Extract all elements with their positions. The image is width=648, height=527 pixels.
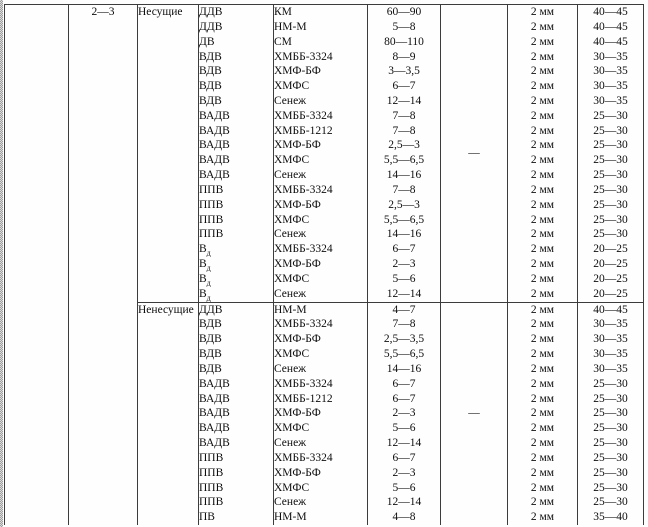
thickness-cell: 2 мм	[508, 227, 578, 242]
material-cell	[199, 198, 274, 213]
material-code: ВАДВ	[199, 437, 230, 450]
treatment-cell: ХМФ-БФ	[274, 257, 368, 272]
treatment-cell: ХМФ-БФ	[274, 64, 368, 79]
thickness-cell: 2 мм	[508, 49, 578, 64]
treatment-cell: ХМФ-БФ	[274, 332, 368, 347]
value-cell: 25—30	[578, 392, 644, 407]
range-cell: 14—16	[368, 168, 441, 183]
no-data-dash-cell: —	[441, 5, 508, 303]
material-code: ВДВ	[199, 65, 222, 78]
material-cell	[199, 495, 274, 510]
treatment-cell: ХМФС	[274, 79, 368, 94]
material-cell	[199, 213, 274, 228]
material-code: В	[199, 243, 207, 256]
material-code: В	[199, 272, 207, 285]
material-code: ВАДВ	[199, 154, 230, 167]
value-cell: 30—35	[578, 64, 644, 79]
no-data-dash-cell: —	[441, 302, 508, 525]
treatment-cell: ХМФ-БФ	[274, 466, 368, 481]
range-cell: 14—16	[368, 227, 441, 242]
range-cell: 7—8	[368, 317, 441, 332]
material-code: ВАДВ	[199, 422, 230, 435]
material-cell	[199, 257, 274, 272]
material-cell	[199, 183, 274, 198]
material-code: ВАДВ	[199, 109, 230, 122]
value-cell: 20—25	[578, 272, 644, 287]
value-cell: 40—45	[578, 302, 644, 317]
treatment-cell: ХМФ-БФ	[274, 406, 368, 421]
material-code: ВДВ	[199, 318, 222, 331]
material-cell	[199, 287, 274, 302]
treatment-cell: НМ-М	[274, 302, 368, 317]
material-cell	[199, 392, 274, 407]
value-cell: 25—30	[578, 138, 644, 153]
thickness-cell: 2 мм	[508, 35, 578, 50]
material-cell	[199, 317, 274, 332]
material-code: ВДВ	[199, 333, 222, 346]
value-cell: 40—45	[578, 5, 644, 20]
range-cell: 2,5—3	[368, 198, 441, 213]
thickness-cell: 2 мм	[508, 347, 578, 362]
range-cell: 6—7	[368, 377, 441, 392]
treatment-cell: ХМФ-БФ	[274, 138, 368, 153]
range-cell: 8—9	[368, 49, 441, 64]
thickness-cell: 2 мм	[508, 153, 578, 168]
material-cell	[199, 94, 274, 109]
treatment-cell: ХМББ-3324	[274, 183, 368, 198]
range-cell: 3—3,5	[368, 64, 441, 79]
range-cell: 12—14	[368, 495, 441, 510]
treatment-cell: ХМФС	[274, 153, 368, 168]
range-cell: 7—8	[368, 124, 441, 139]
value-cell: 25—30	[578, 481, 644, 496]
thickness-cell: 2 мм	[508, 332, 578, 347]
value-cell: 40—45	[578, 35, 644, 50]
thickness-cell: 2 мм	[508, 94, 578, 109]
value-cell: 20—25	[578, 242, 644, 257]
range-cell: 5,5—6,5	[368, 347, 441, 362]
material-code: ППВ	[199, 466, 224, 479]
material-cell	[199, 466, 274, 481]
material-cell	[199, 347, 274, 362]
value-cell: 25—30	[578, 436, 644, 451]
range-cell: 6—7	[368, 451, 441, 466]
material-cell	[199, 35, 274, 50]
material-cell	[199, 451, 274, 466]
material-cell	[199, 481, 274, 496]
thickness-cell: 2 мм	[508, 183, 578, 198]
group-label-cell: Несущие	[138, 5, 199, 303]
group-label-cell: Ненесущие	[138, 302, 199, 525]
material-code: ППВ	[199, 183, 224, 196]
thickness-cell: 2 мм	[508, 242, 578, 257]
treatment-cell: ХМФ-БФ	[274, 198, 368, 213]
material-cell	[199, 377, 274, 392]
material-cell	[199, 109, 274, 124]
thickness-cell: 2 мм	[508, 510, 578, 525]
treatment-cell: ХМББ-3324	[274, 109, 368, 124]
range-cell: 6—7	[368, 242, 441, 257]
thickness-cell: 2 мм	[508, 168, 578, 183]
thickness-cell: 2 мм	[508, 5, 578, 20]
material-code: В	[199, 287, 207, 300]
thickness-cell: 2 мм	[508, 317, 578, 332]
thickness-cell: 2 мм	[508, 481, 578, 496]
thickness-cell: 2 мм	[508, 257, 578, 272]
materials-treatment-table	[4, 4, 644, 525]
thickness-cell: 2 мм	[508, 198, 578, 213]
value-cell: 30—35	[578, 79, 644, 94]
range-cell: 2,5—3	[368, 138, 441, 153]
range-cell: 2,5—3,5	[368, 332, 441, 347]
margin-cell	[5, 5, 69, 525]
material-cell	[199, 302, 274, 317]
material-code: ВАДВ	[199, 139, 230, 152]
range-cell: 7—8	[368, 109, 441, 124]
thickness-cell: 2 мм	[508, 64, 578, 79]
treatment-cell: Сенеж	[274, 362, 368, 377]
treatment-cell: ХМББ-1212	[274, 124, 368, 139]
value-cell: 25—30	[578, 109, 644, 124]
thickness-cell: 2 мм	[508, 109, 578, 124]
treatment-cell: Сенеж	[274, 94, 368, 109]
thickness-cell: 2 мм	[508, 272, 578, 287]
treatment-cell: НМ-М	[274, 20, 368, 35]
treatment-cell: ХМББ-3324	[274, 49, 368, 64]
treatment-cell: ХМФС	[274, 213, 368, 228]
material-code: ВАДВ	[199, 392, 230, 405]
range-cell: 80—110	[368, 35, 441, 50]
value-cell: 25—30	[578, 466, 644, 481]
treatment-cell: ХМББ-3324	[274, 242, 368, 257]
range-cell: 14—16	[368, 362, 441, 377]
range-cell: 5—6	[368, 481, 441, 496]
treatment-cell: НМ-М	[274, 510, 368, 525]
material-code: ВАДВ	[199, 407, 230, 420]
treatment-cell: КМ	[274, 5, 368, 20]
treatment-cell: Сенеж	[274, 495, 368, 510]
material-cell	[199, 64, 274, 79]
thickness-cell: 2 мм	[508, 406, 578, 421]
range-cell: 6—7	[368, 392, 441, 407]
material-cell	[199, 168, 274, 183]
thickness-cell: 2 мм	[508, 451, 578, 466]
material-cell	[199, 138, 274, 153]
value-cell: 30—35	[578, 347, 644, 362]
thickness-cell: 2 мм	[508, 421, 578, 436]
value-cell: 25—30	[578, 168, 644, 183]
material-code-subscript: д	[206, 248, 211, 258]
range-cell: 4—8	[368, 510, 441, 525]
material-cell	[199, 332, 274, 347]
range-cell: 5—8	[368, 20, 441, 35]
value-cell: 35—40	[578, 510, 644, 525]
material-cell	[199, 227, 274, 242]
thickness-cell: 2 мм	[508, 495, 578, 510]
material-code: ДВ	[199, 35, 215, 48]
value-cell: 25—30	[578, 153, 644, 168]
material-code: ДДВ	[199, 20, 223, 33]
thickness-cell: 2 мм	[508, 362, 578, 377]
range-cell: 2—3	[368, 466, 441, 481]
material-code: ВАДВ	[199, 124, 230, 137]
treatment-cell: СМ	[274, 35, 368, 50]
treatment-cell: Сенеж	[274, 227, 368, 242]
material-code: ДДВ	[199, 6, 223, 19]
material-code-subscript: д	[206, 263, 211, 272]
value-cell: 30—35	[578, 332, 644, 347]
value-cell: 25—30	[578, 451, 644, 466]
material-code: В	[199, 258, 207, 271]
material-code: ВДВ	[199, 94, 222, 107]
material-code: ППВ	[199, 213, 224, 226]
material-code-subscript: д	[206, 278, 211, 287]
table-row	[5, 5, 644, 20]
material-cell	[199, 421, 274, 436]
material-code: ВДВ	[199, 50, 222, 63]
thickness-cell: 2 мм	[508, 302, 578, 317]
material-code: ППВ	[199, 481, 224, 494]
material-cell	[199, 436, 274, 451]
value-cell: 30—35	[578, 49, 644, 64]
treatment-cell: ХМББ-3324	[274, 377, 368, 392]
range-cell: 12—14	[368, 94, 441, 109]
thickness-cell: 2 мм	[508, 287, 578, 302]
value-cell: 25—30	[578, 406, 644, 421]
position-range-cell: 2—3	[69, 5, 138, 525]
treatment-cell: ХМББ-3324	[274, 317, 368, 332]
range-cell: 5,5—6,5	[368, 153, 441, 168]
material-code: ВДВ	[199, 80, 222, 93]
treatment-cell: ХМФС	[274, 421, 368, 436]
range-cell: 5—6	[368, 421, 441, 436]
value-cell: 20—25	[578, 257, 644, 272]
range-cell: 6—7	[368, 79, 441, 94]
treatment-cell: Сенеж	[274, 436, 368, 451]
treatment-cell: ХМФС	[274, 347, 368, 362]
treatment-cell: ХМББ-1212	[274, 392, 368, 407]
range-cell: 12—14	[368, 287, 441, 302]
material-code: ППВ	[199, 496, 224, 509]
material-code: ПВ	[199, 511, 215, 524]
thickness-cell: 2 мм	[508, 436, 578, 451]
material-cell	[199, 153, 274, 168]
value-cell: 25—30	[578, 377, 644, 392]
material-code: ДДВ	[199, 303, 223, 316]
value-cell: 40—45	[578, 20, 644, 35]
value-cell: 25—30	[578, 213, 644, 228]
treatment-cell: Сенеж	[274, 168, 368, 183]
value-cell: 25—30	[578, 421, 644, 436]
range-cell: 12—14	[368, 436, 441, 451]
value-cell: 25—30	[578, 124, 644, 139]
value-cell: 25—30	[578, 227, 644, 242]
value-cell: 30—35	[578, 94, 644, 109]
material-cell	[199, 20, 274, 35]
value-cell: 25—30	[578, 495, 644, 510]
treatment-cell: Сенеж	[274, 287, 368, 302]
treatment-cell: ХМФС	[274, 481, 368, 496]
value-cell: 25—30	[578, 198, 644, 213]
value-cell: 30—35	[578, 317, 644, 332]
value-cell: 20—25	[578, 287, 644, 302]
thickness-cell: 2 мм	[508, 466, 578, 481]
material-cell	[199, 510, 274, 525]
treatment-cell: ХМФС	[274, 272, 368, 287]
material-code: ВАДВ	[199, 169, 230, 182]
thickness-cell: 2 мм	[508, 377, 578, 392]
value-cell: 25—30	[578, 183, 644, 198]
thickness-cell: 2 мм	[508, 213, 578, 228]
material-cell	[199, 79, 274, 94]
material-cell	[199, 406, 274, 421]
material-cell	[199, 124, 274, 139]
material-cell	[199, 49, 274, 64]
range-cell: 2—3	[368, 406, 441, 421]
thickness-cell: 2 мм	[508, 138, 578, 153]
material-code-subscript: д	[206, 293, 211, 303]
material-code: ППВ	[199, 228, 224, 241]
treatment-cell: ХМББ-3324	[274, 451, 368, 466]
material-code: ППВ	[199, 451, 224, 464]
material-code: ВАДВ	[199, 377, 230, 390]
material-cell	[199, 242, 274, 257]
material-code: ВДВ	[199, 348, 222, 361]
range-cell: 7—8	[368, 183, 441, 198]
range-cell: 5—6	[368, 272, 441, 287]
material-cell	[199, 362, 274, 377]
thickness-cell: 2 мм	[508, 392, 578, 407]
thickness-cell: 2 мм	[508, 79, 578, 94]
range-cell: 2—3	[368, 257, 441, 272]
range-cell: 5,5—6,5	[368, 213, 441, 228]
value-cell: 30—35	[578, 362, 644, 377]
thickness-cell: 2 мм	[508, 20, 578, 35]
scan-edge-artifact	[0, 0, 3, 527]
range-cell: 60—90	[368, 5, 441, 20]
material-code: ВДВ	[199, 362, 222, 375]
range-cell: 4—7	[368, 302, 441, 317]
material-cell	[199, 272, 274, 287]
material-code: ППВ	[199, 198, 224, 211]
thickness-cell: 2 мм	[508, 124, 578, 139]
table-body	[5, 5, 644, 525]
material-cell	[199, 5, 274, 20]
